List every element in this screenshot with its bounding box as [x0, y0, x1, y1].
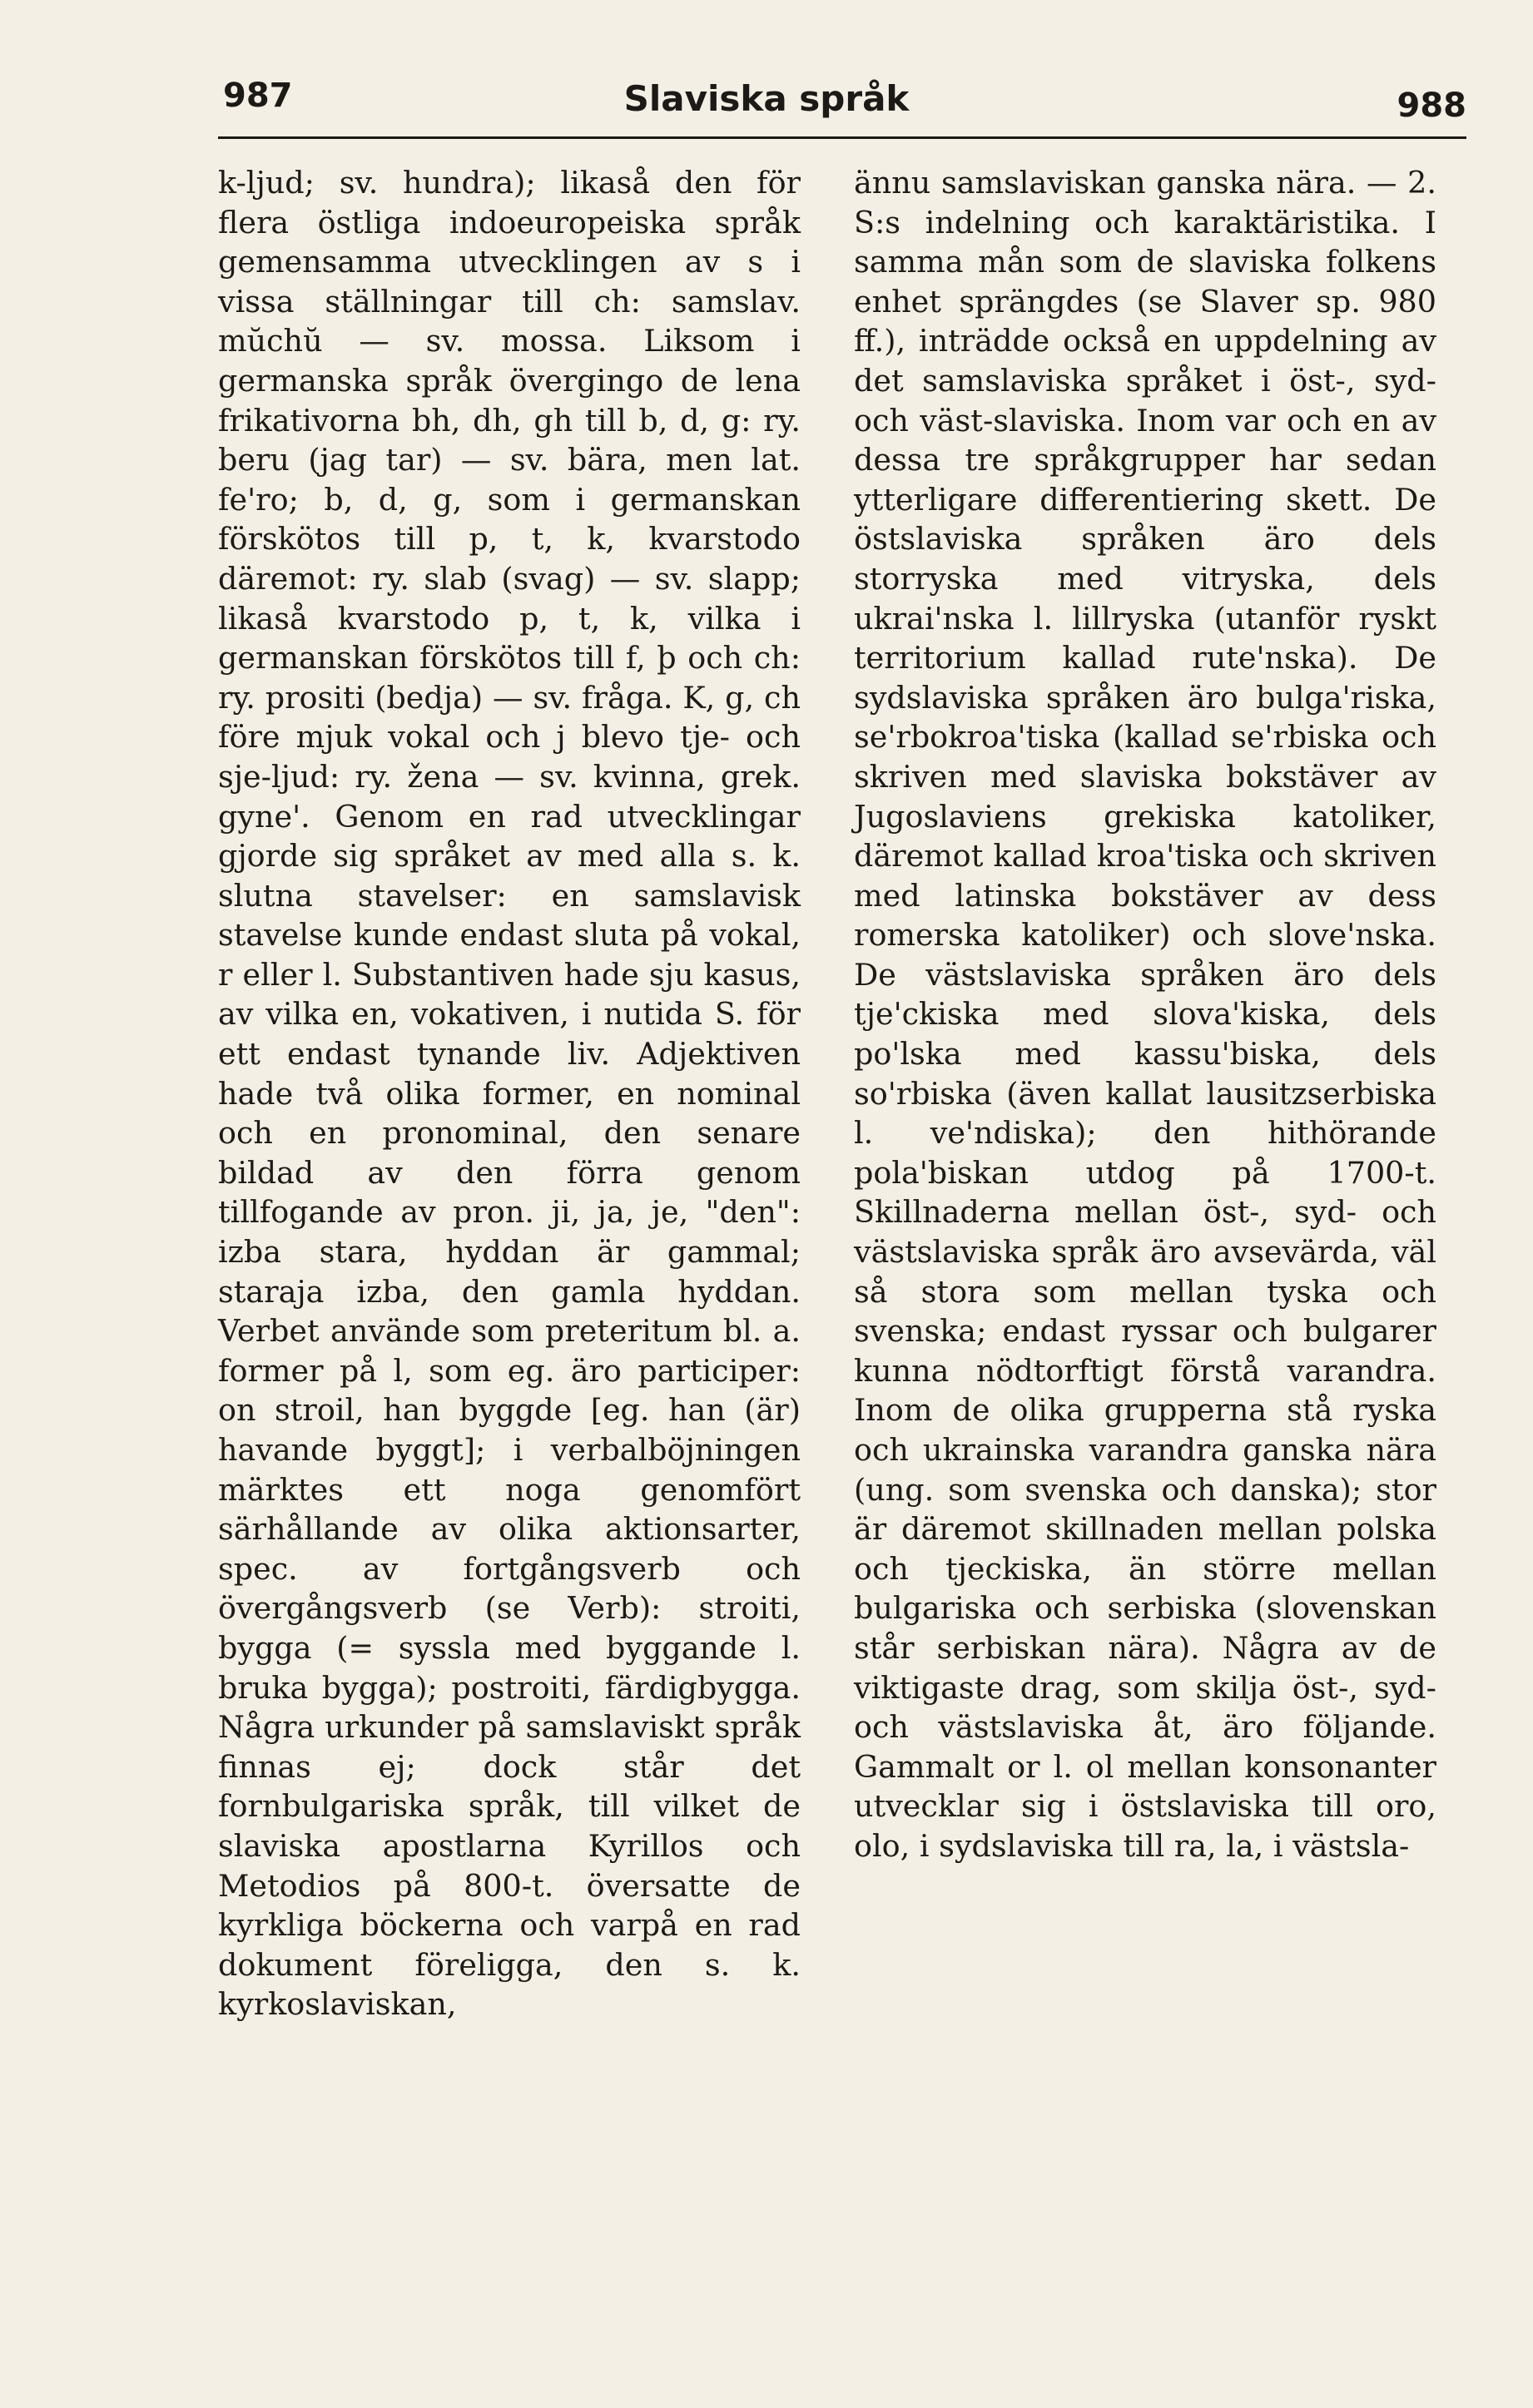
running-title: Slaviska språk	[623, 78, 910, 119]
header-rule	[218, 136, 1466, 139]
page-header	[0, 0, 1533, 141]
right-page-number: 988	[1397, 87, 1466, 125]
left-page-number: 987	[223, 77, 293, 115]
left-column-text: k-ljud; sv. hundra); likaså den för flera östliga indoeuropeiska språk gemensamma utvecklingen av s i vissa ställningar till ch: samslav. mŭchŭ — sv. mossa. Liksom i germanska språk övergingo de lena frikativorna bh, dh, gh till b, d, g: ry. beru (jag tar) — sv. bära, men lat. fe'ro; b, d, g, som i germanskan förskötos till p, t, k, kvarstodo däremot: ry. slab (svag) — sv. slapp; likaså kvarstodo p, t, k, vilka i germanskan förskötos till f, þ och ch: ry. prositi (bedja) — sv. fråga. K, g, ch före mjuk vokal och j blevo tje- och sje-ljud: ry. žena — sv. kvinna, grek. gyne'. Genom en rad utvecklingar gjorde sig språket av med alla s. k. slutna stavelser: en samslavisk stavelse kunde endast sluta på vokal, r eller l. Substantiven hade sju kasus, av vilka en, vokativen, i nutida S. för ett endast tynande liv. Adjektiven hade två olika former, en nominal och en pronominal, den senare bildad av den förra genom tillfogande av pron. ji, ja, je, "den": izba stara, hyddan är gammal; staraja izba, den gamla hyddan. Verbet använde som preteritum bl. a. former på l, som eg. äro participer: on stroil, han byggde [eg. han (är) havande byggt]; i verbalböjningen märktes ett noga genomfört särhållande av olika aktionsarter, spec. av fortgångsverb och övergångsverb (se Verb): stroiti, bygga (= syssla med byggande l. bruka bygga); postroiti, färdigbygga. Några urkunder på samslaviskt språk finnas ej; dock står det fornbulgariska språk, till vilket de slaviska apostlarna Kyrillos och Metodios på 800-t. översatte de kyrkliga böckerna och varpå en rad dokument föreligga, den s. k. kyrkoslaviskan,	[218, 165, 801, 2023]
right-column	[854, 163, 1436, 1866]
right-column-text: ännu samslaviskan ganska nära. — 2. S:s indelning och karaktäristika. I samma mån som de slaviska folkens enhet sprängdes (se Slaver sp. 980 ff.), inträdde också en uppdelning av det samslaviska språket i öst-, syd- och väst-slaviska. Inom var och en av dessa tre språkgrupper har sedan ytterligare differentiering skett. De östslaviska språken äro dels storryska med vitryska, dels ukrai'nska l. lillryska (utanför ryskt territorium kallad rute'nska). De sydslaviska språken äro bulga'riska, se'rbokroa'tiska (kallad se'rbiska och skriven med slaviska bokstäver av Jugoslaviens grekiska katoliker, däremot kallad kroa'tiska och skriven med latinska bokstäver av dess romerska katoliker) och slove'nska. De västslaviska språken äro dels tje'ckiska med slova'kiska, dels po'lska med kassu'biska, dels so'rbiska (även kallat lausitzserbiska l. ve'ndiska); den hithörande pola'biskan utdog på 1700-t. Skillnaderna mellan öst-, syd- och västslaviska språk äro avsevärda, väl så stora som mellan tyska och svenska; endast ryssar och bulgarer kunna nödtorftigt förstå varandra. Inom de olika grupperna stå ryska och ukrainska varandra ganska nära (ung. som svenska och danska); stor är däremot skillnaden mellan polska och tjeckiska, än större mellan bulgariska och serbiska (slovenskan står serbiskan nära). Några av de viktigaste drag, som skilja öst-, syd- och västslaviska åt, äro följande. Gammalt or l. ol mellan konsonanter utvecklar sig i östslaviska till oro, olo, i sydslaviska till ra, la, i västsla-	[854, 165, 1436, 1864]
left-column	[218, 163, 801, 2024]
